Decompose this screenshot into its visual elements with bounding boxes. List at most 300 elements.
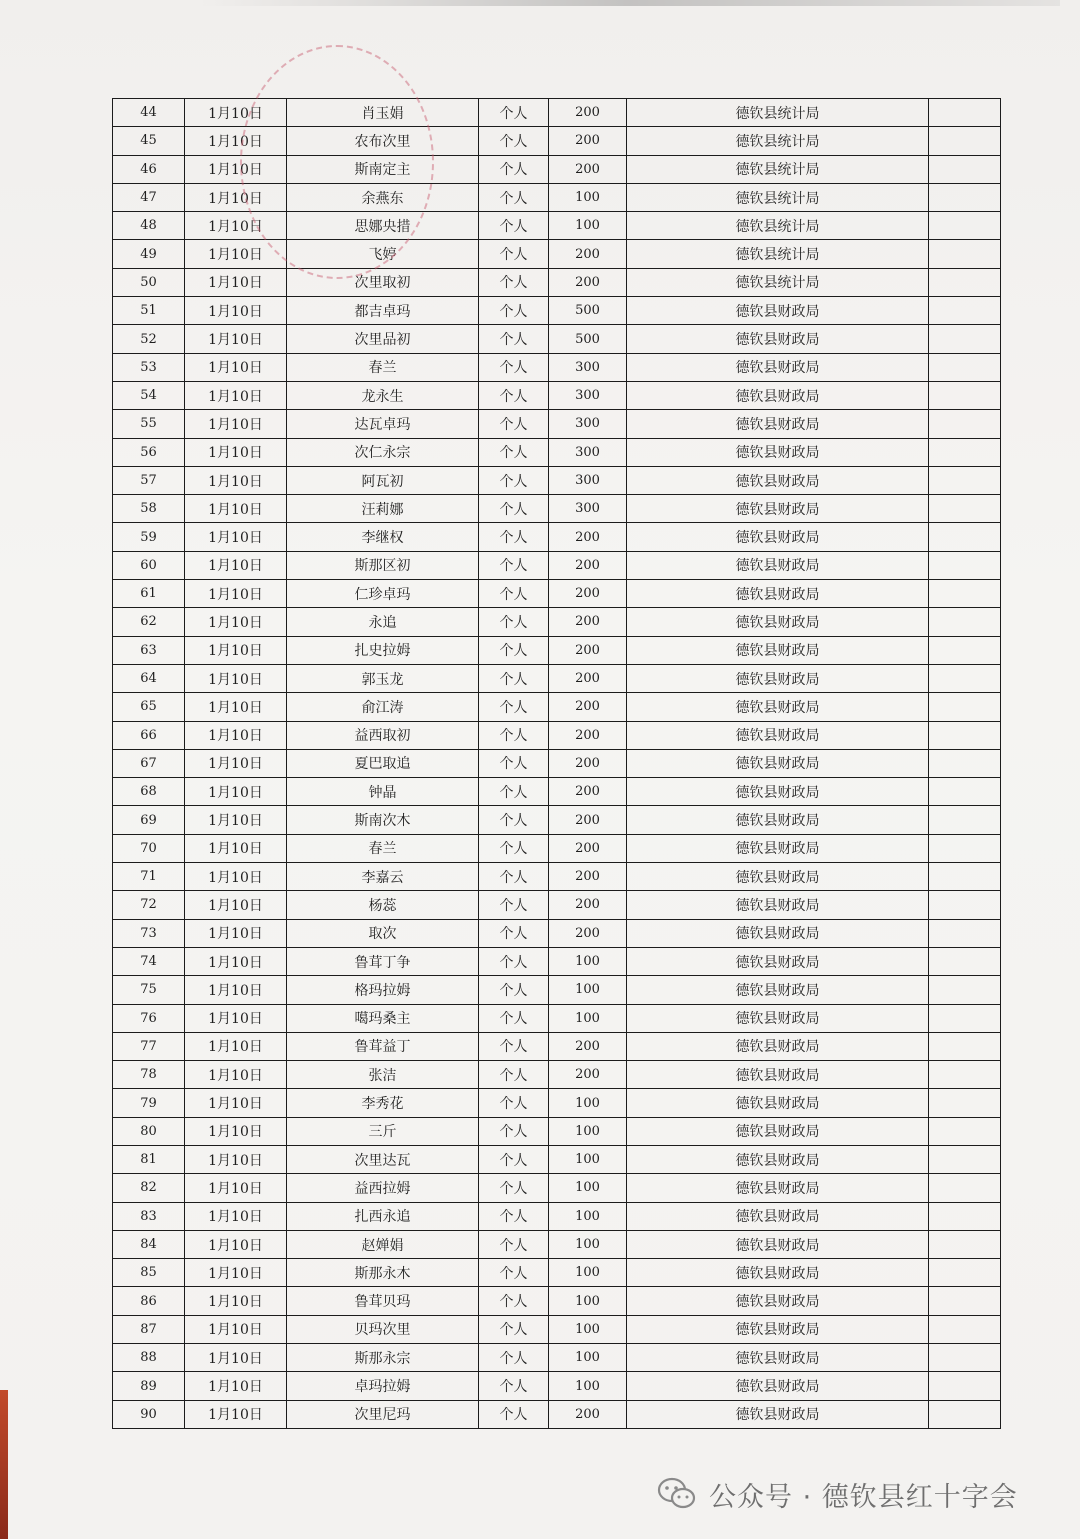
- remark-cell: [929, 919, 1001, 947]
- serial-number-cell: 53: [113, 353, 185, 381]
- donation-amount-cell: 100: [549, 1202, 627, 1230]
- serial-number-cell: 69: [113, 806, 185, 834]
- donation-amount-cell: 100: [549, 1287, 627, 1315]
- donation-date-cell: 1月10日: [185, 664, 287, 692]
- donor-name-cell: 斯那永宗: [287, 1344, 479, 1372]
- work-unit-cell: 德钦县统计局: [627, 183, 929, 211]
- work-unit-cell: 德钦县统计局: [627, 240, 929, 268]
- donor-name-cell: 李继权: [287, 523, 479, 551]
- work-unit-cell: 德钦县财政局: [627, 353, 929, 381]
- donor-type-cell: 个人: [479, 1004, 549, 1032]
- serial-number-cell: 46: [113, 155, 185, 183]
- serial-number-cell: 80: [113, 1117, 185, 1145]
- donation-amount-cell: 200: [549, 863, 627, 891]
- work-unit-cell: 德钦县财政局: [627, 664, 929, 692]
- work-unit-cell: 德钦县财政局: [627, 325, 929, 353]
- serial-number-cell: 81: [113, 1145, 185, 1173]
- donor-name-cell: 俞江涛: [287, 693, 479, 721]
- donor-type-cell: 个人: [479, 438, 549, 466]
- work-unit-cell: 德钦县财政局: [627, 1372, 929, 1400]
- donation-date-cell: 1月10日: [185, 212, 287, 240]
- serial-number-cell: 57: [113, 466, 185, 494]
- donation-amount-cell: 200: [549, 778, 627, 806]
- donor-type-cell: 个人: [479, 636, 549, 664]
- donor-type-cell: 个人: [479, 863, 549, 891]
- serial-number-cell: 88: [113, 1344, 185, 1372]
- donation-date-cell: 1月10日: [185, 1004, 287, 1032]
- serial-number-cell: 58: [113, 495, 185, 523]
- donation-amount-cell: 100: [549, 1089, 627, 1117]
- serial-number-cell: 59: [113, 523, 185, 551]
- serial-number-cell: 89: [113, 1372, 185, 1400]
- donation-date-cell: 1月10日: [185, 1287, 287, 1315]
- remark-cell: [929, 580, 1001, 608]
- donation-date-cell: 1月10日: [185, 976, 287, 1004]
- remark-cell: [929, 1344, 1001, 1372]
- work-unit-cell: 德钦县财政局: [627, 1117, 929, 1145]
- table-row: [113, 664, 1001, 692]
- donor-name-cell: 农布次里: [287, 127, 479, 155]
- remark-cell: [929, 1004, 1001, 1032]
- donor-type-cell: 个人: [479, 183, 549, 211]
- donor-type-cell: 个人: [479, 1174, 549, 1202]
- remark-cell: [929, 693, 1001, 721]
- table-row: [113, 99, 1001, 127]
- donor-type-cell: 个人: [479, 155, 549, 183]
- donor-type-cell: 个人: [479, 1400, 549, 1428]
- work-unit-cell: 德钦县财政局: [627, 1315, 929, 1343]
- donor-name-cell: 噶玛桑主: [287, 1004, 479, 1032]
- donation-date-cell: 1月10日: [185, 297, 287, 325]
- donor-name-cell: 贝玛次里: [287, 1315, 479, 1343]
- donation-date-cell: 1月10日: [185, 1145, 287, 1173]
- serial-number-cell: 64: [113, 664, 185, 692]
- table-row: [113, 1372, 1001, 1400]
- donor-name-cell: 次里品初: [287, 325, 479, 353]
- remark-cell: [929, 183, 1001, 211]
- serial-number-cell: 56: [113, 438, 185, 466]
- serial-number-cell: 52: [113, 325, 185, 353]
- donor-name-cell: 扎西永追: [287, 1202, 479, 1230]
- table-row: [113, 127, 1001, 155]
- work-unit-cell: 德钦县财政局: [627, 834, 929, 862]
- donation-date-cell: 1月10日: [185, 99, 287, 127]
- donation-amount-cell: 100: [549, 1004, 627, 1032]
- donor-name-cell: 三斤: [287, 1117, 479, 1145]
- donation-date-cell: 1月10日: [185, 1372, 287, 1400]
- work-unit-cell: 德钦县财政局: [627, 495, 929, 523]
- donor-type-cell: 个人: [479, 297, 549, 325]
- donation-date-cell: 1月10日: [185, 778, 287, 806]
- donation-amount-cell: 200: [549, 636, 627, 664]
- donation-date-cell: 1月10日: [185, 466, 287, 494]
- remark-cell: [929, 551, 1001, 579]
- donor-name-cell: 李秀花: [287, 1089, 479, 1117]
- table-row: [113, 1202, 1001, 1230]
- work-unit-cell: 德钦县财政局: [627, 1061, 929, 1089]
- serial-number-cell: 47: [113, 183, 185, 211]
- donor-name-cell: 取次: [287, 919, 479, 947]
- donation-amount-cell: 100: [549, 1145, 627, 1173]
- table-row: [113, 834, 1001, 862]
- serial-number-cell: 74: [113, 947, 185, 975]
- donation-date-cell: 1月10日: [185, 863, 287, 891]
- remark-cell: [929, 297, 1001, 325]
- watermark-footer: [655, 1472, 1018, 1516]
- donation-amount-cell: 200: [549, 551, 627, 579]
- donation-amount-cell: 200: [549, 891, 627, 919]
- donor-name-cell: 阿瓦初: [287, 466, 479, 494]
- remark-cell: [929, 608, 1001, 636]
- donation-amount-cell: 300: [549, 438, 627, 466]
- donation-date-cell: 1月10日: [185, 1117, 287, 1145]
- donor-type-cell: 个人: [479, 1202, 549, 1230]
- table-row: [113, 891, 1001, 919]
- work-unit-cell: 德钦县财政局: [627, 466, 929, 494]
- donation-amount-cell: 200: [549, 580, 627, 608]
- serial-number-cell: 50: [113, 268, 185, 296]
- donor-name-cell: 鲁茸益丁: [287, 1032, 479, 1060]
- donation-date-cell: 1月10日: [185, 1202, 287, 1230]
- donor-type-cell: 个人: [479, 466, 549, 494]
- donation-amount-cell: 100: [549, 1174, 627, 1202]
- remark-cell: [929, 721, 1001, 749]
- remark-cell: [929, 636, 1001, 664]
- table-row: [113, 863, 1001, 891]
- donor-name-cell: 李嘉云: [287, 863, 479, 891]
- serial-number-cell: 66: [113, 721, 185, 749]
- donation-amount-cell: 100: [549, 1117, 627, 1145]
- serial-number-cell: 51: [113, 297, 185, 325]
- remark-cell: [929, 1174, 1001, 1202]
- wechat-icon: [655, 1476, 699, 1512]
- serial-number-cell: 62: [113, 608, 185, 636]
- donor-type-cell: 个人: [479, 1372, 549, 1400]
- donation-amount-cell: 100: [549, 1259, 627, 1287]
- table-row: [113, 495, 1001, 523]
- donation-amount-cell: 100: [549, 212, 627, 240]
- table-row: [113, 155, 1001, 183]
- serial-number-cell: 60: [113, 551, 185, 579]
- donor-type-cell: 个人: [479, 1145, 549, 1173]
- donor-type-cell: 个人: [479, 778, 549, 806]
- table-row: [113, 410, 1001, 438]
- donation-date-cell: 1月10日: [185, 127, 287, 155]
- serial-number-cell: 63: [113, 636, 185, 664]
- donor-type-cell: 个人: [479, 749, 549, 777]
- table-body: [113, 99, 1001, 1429]
- donation-amount-cell: 200: [549, 664, 627, 692]
- donor-type-cell: 个人: [479, 947, 549, 975]
- table-row: [113, 1230, 1001, 1258]
- table-row: [113, 976, 1001, 1004]
- donation-date-cell: 1月10日: [185, 240, 287, 268]
- remark-cell: [929, 806, 1001, 834]
- work-unit-cell: 德钦县统计局: [627, 127, 929, 155]
- donation-amount-cell: 200: [549, 155, 627, 183]
- donation-date-cell: 1月10日: [185, 1400, 287, 1428]
- remark-cell: [929, 1259, 1001, 1287]
- donor-type-cell: 个人: [479, 1117, 549, 1145]
- remark-cell: [929, 212, 1001, 240]
- table-row: [113, 523, 1001, 551]
- donor-name-cell: 张洁: [287, 1061, 479, 1089]
- donor-name-cell: 钟晶: [287, 778, 479, 806]
- donation-amount-cell: 300: [549, 353, 627, 381]
- donor-type-cell: 个人: [479, 212, 549, 240]
- table-row: [113, 551, 1001, 579]
- serial-number-cell: 68: [113, 778, 185, 806]
- remark-cell: [929, 1230, 1001, 1258]
- serial-number-cell: 87: [113, 1315, 185, 1343]
- remark-cell: [929, 891, 1001, 919]
- donation-amount-cell: 200: [549, 99, 627, 127]
- remark-cell: [929, 268, 1001, 296]
- donor-type-cell: 个人: [479, 240, 549, 268]
- donor-type-cell: 个人: [479, 127, 549, 155]
- remark-cell: [929, 466, 1001, 494]
- table-row: [113, 353, 1001, 381]
- remark-cell: [929, 1400, 1001, 1428]
- donor-type-cell: 个人: [479, 608, 549, 636]
- donation-date-cell: 1月10日: [185, 155, 287, 183]
- serial-number-cell: 90: [113, 1400, 185, 1428]
- donor-name-cell: 春兰: [287, 834, 479, 862]
- donor-name-cell: 扎史拉姆: [287, 636, 479, 664]
- donation-date-cell: 1月10日: [185, 523, 287, 551]
- serial-number-cell: 49: [113, 240, 185, 268]
- table-row: [113, 806, 1001, 834]
- work-unit-cell: 德钦县财政局: [627, 636, 929, 664]
- donation-amount-cell: 200: [549, 693, 627, 721]
- donation-amount-cell: 300: [549, 381, 627, 409]
- donor-type-cell: 个人: [479, 1230, 549, 1258]
- serial-number-cell: 65: [113, 693, 185, 721]
- remark-cell: [929, 1061, 1001, 1089]
- table-row: [113, 947, 1001, 975]
- work-unit-cell: 德钦县财政局: [627, 1089, 929, 1117]
- serial-number-cell: 83: [113, 1202, 185, 1230]
- donor-type-cell: 个人: [479, 1259, 549, 1287]
- scan-artifact: [200, 0, 1060, 6]
- donation-amount-cell: 200: [549, 240, 627, 268]
- remark-cell: [929, 353, 1001, 381]
- donation-date-cell: 1月10日: [185, 551, 287, 579]
- remark-cell: [929, 1089, 1001, 1117]
- table-row: [113, 1145, 1001, 1173]
- donation-date-cell: 1月10日: [185, 947, 287, 975]
- table-row: [113, 1174, 1001, 1202]
- work-unit-cell: 德钦县财政局: [627, 1230, 929, 1258]
- table-row: [113, 1061, 1001, 1089]
- table-row: [113, 580, 1001, 608]
- donor-name-cell: 夏巴取追: [287, 749, 479, 777]
- donor-type-cell: 个人: [479, 806, 549, 834]
- donation-amount-cell: 300: [549, 466, 627, 494]
- remark-cell: [929, 1032, 1001, 1060]
- donation-amount-cell: 200: [549, 1061, 627, 1089]
- donor-type-cell: 个人: [479, 1287, 549, 1315]
- work-unit-cell: 德钦县财政局: [627, 438, 929, 466]
- table-row: [113, 212, 1001, 240]
- donor-name-cell: 赵婵娟: [287, 1230, 479, 1258]
- donor-name-cell: 斯那永木: [287, 1259, 479, 1287]
- table-row: [113, 608, 1001, 636]
- donation-date-cell: 1月10日: [185, 749, 287, 777]
- work-unit-cell: 德钦县财政局: [627, 778, 929, 806]
- work-unit-cell: 德钦县财政局: [627, 947, 929, 975]
- work-unit-cell: 德钦县财政局: [627, 608, 929, 636]
- serial-number-cell: 55: [113, 410, 185, 438]
- work-unit-cell: 德钦县财政局: [627, 1344, 929, 1372]
- table-row: [113, 1259, 1001, 1287]
- remark-cell: [929, 664, 1001, 692]
- donor-type-cell: 个人: [479, 551, 549, 579]
- remark-cell: [929, 495, 1001, 523]
- donor-type-cell: 个人: [479, 721, 549, 749]
- table-row: [113, 693, 1001, 721]
- remark-cell: [929, 1287, 1001, 1315]
- donation-date-cell: 1月10日: [185, 353, 287, 381]
- serial-number-cell: 75: [113, 976, 185, 1004]
- donation-date-cell: 1月10日: [185, 1174, 287, 1202]
- work-unit-cell: 德钦县财政局: [627, 976, 929, 1004]
- donation-amount-cell: 100: [549, 183, 627, 211]
- work-unit-cell: 德钦县财政局: [627, 410, 929, 438]
- serial-number-cell: 77: [113, 1032, 185, 1060]
- donation-date-cell: 1月10日: [185, 1230, 287, 1258]
- work-unit-cell: 德钦县财政局: [627, 297, 929, 325]
- work-unit-cell: 德钦县财政局: [627, 1174, 929, 1202]
- donation-amount-cell: 200: [549, 919, 627, 947]
- remark-cell: [929, 410, 1001, 438]
- work-unit-cell: 德钦县财政局: [627, 863, 929, 891]
- donor-type-cell: 个人: [479, 664, 549, 692]
- donor-name-cell: 斯南定主: [287, 155, 479, 183]
- donation-amount-cell: 100: [549, 1344, 627, 1372]
- donor-name-cell: 格玛拉姆: [287, 976, 479, 1004]
- remark-cell: [929, 155, 1001, 183]
- donation-amount-cell: 200: [549, 268, 627, 296]
- donation-date-cell: 1月10日: [185, 721, 287, 749]
- donation-amount-cell: 200: [549, 806, 627, 834]
- remark-cell: [929, 947, 1001, 975]
- donor-type-cell: 个人: [479, 834, 549, 862]
- donor-name-cell: 飞婷: [287, 240, 479, 268]
- serial-number-cell: 44: [113, 99, 185, 127]
- donation-amount-cell: 500: [549, 297, 627, 325]
- donation-date-cell: 1月10日: [185, 381, 287, 409]
- donation-amount-cell: 100: [549, 1230, 627, 1258]
- donor-name-cell: 余燕东: [287, 183, 479, 211]
- donor-type-cell: 个人: [479, 325, 549, 353]
- donation-date-cell: 1月10日: [185, 325, 287, 353]
- work-unit-cell: 德钦县财政局: [627, 1400, 929, 1428]
- table-row: [113, 1089, 1001, 1117]
- donation-date-cell: 1月10日: [185, 268, 287, 296]
- donor-name-cell: 汪莉娜: [287, 495, 479, 523]
- table-row: [113, 1117, 1001, 1145]
- donation-amount-cell: 100: [549, 1315, 627, 1343]
- remark-cell: [929, 381, 1001, 409]
- donation-amount-cell: 100: [549, 976, 627, 1004]
- serial-number-cell: 84: [113, 1230, 185, 1258]
- table-row: [113, 749, 1001, 777]
- donor-name-cell: 龙永生: [287, 381, 479, 409]
- remark-cell: [929, 863, 1001, 891]
- donation-date-cell: 1月10日: [185, 891, 287, 919]
- work-unit-cell: 德钦县财政局: [627, 806, 929, 834]
- work-unit-cell: 德钦县统计局: [627, 99, 929, 127]
- work-unit-cell: 德钦县财政局: [627, 891, 929, 919]
- donor-name-cell: 肖玉娟: [287, 99, 479, 127]
- table-row: [113, 183, 1001, 211]
- serial-number-cell: 86: [113, 1287, 185, 1315]
- remark-cell: [929, 523, 1001, 551]
- donor-name-cell: 斯那区初: [287, 551, 479, 579]
- table-row: [113, 636, 1001, 664]
- serial-number-cell: 72: [113, 891, 185, 919]
- work-unit-cell: 德钦县财政局: [627, 693, 929, 721]
- donation-amount-cell: 100: [549, 1372, 627, 1400]
- donation-date-cell: 1月10日: [185, 693, 287, 721]
- table-row: [113, 381, 1001, 409]
- donation-amount-cell: 200: [549, 721, 627, 749]
- donor-name-cell: 杨蕊: [287, 891, 479, 919]
- table-row: [113, 438, 1001, 466]
- donor-name-cell: 次里取初: [287, 268, 479, 296]
- table-row: [113, 466, 1001, 494]
- donor-type-cell: 个人: [479, 99, 549, 127]
- work-unit-cell: 德钦县财政局: [627, 1004, 929, 1032]
- donor-type-cell: 个人: [479, 693, 549, 721]
- remark-cell: [929, 1315, 1001, 1343]
- donor-type-cell: 个人: [479, 495, 549, 523]
- donation-amount-cell: 300: [549, 410, 627, 438]
- donation-date-cell: 1月10日: [185, 580, 287, 608]
- serial-number-cell: 79: [113, 1089, 185, 1117]
- serial-number-cell: 78: [113, 1061, 185, 1089]
- remark-cell: [929, 438, 1001, 466]
- remark-cell: [929, 325, 1001, 353]
- serial-number-cell: 67: [113, 749, 185, 777]
- remark-cell: [929, 99, 1001, 127]
- table-row: [113, 1344, 1001, 1372]
- table-row: [113, 1032, 1001, 1060]
- donor-type-cell: 个人: [479, 580, 549, 608]
- table-row: [113, 1400, 1001, 1428]
- serial-number-cell: 61: [113, 580, 185, 608]
- table-row: [113, 1315, 1001, 1343]
- remark-cell: [929, 834, 1001, 862]
- donation-amount-cell: 200: [549, 834, 627, 862]
- footer-text: 公众号 · 德钦县红十字会: [709, 1481, 1018, 1513]
- donation-date-cell: 1月10日: [185, 438, 287, 466]
- work-unit-cell: 德钦县财政局: [627, 749, 929, 777]
- donation-date-cell: 1月10日: [185, 806, 287, 834]
- donor-name-cell: 卓玛拉姆: [287, 1372, 479, 1400]
- table-row: [113, 297, 1001, 325]
- work-unit-cell: 德钦县财政局: [627, 523, 929, 551]
- remark-cell: [929, 749, 1001, 777]
- donation-amount-cell: 200: [549, 1400, 627, 1428]
- donor-name-cell: 次仁永宗: [287, 438, 479, 466]
- serial-number-cell: 85: [113, 1259, 185, 1287]
- donation-date-cell: 1月10日: [185, 1344, 287, 1372]
- work-unit-cell: 德钦县统计局: [627, 268, 929, 296]
- table-row: [113, 325, 1001, 353]
- donation-date-cell: 1月10日: [185, 495, 287, 523]
